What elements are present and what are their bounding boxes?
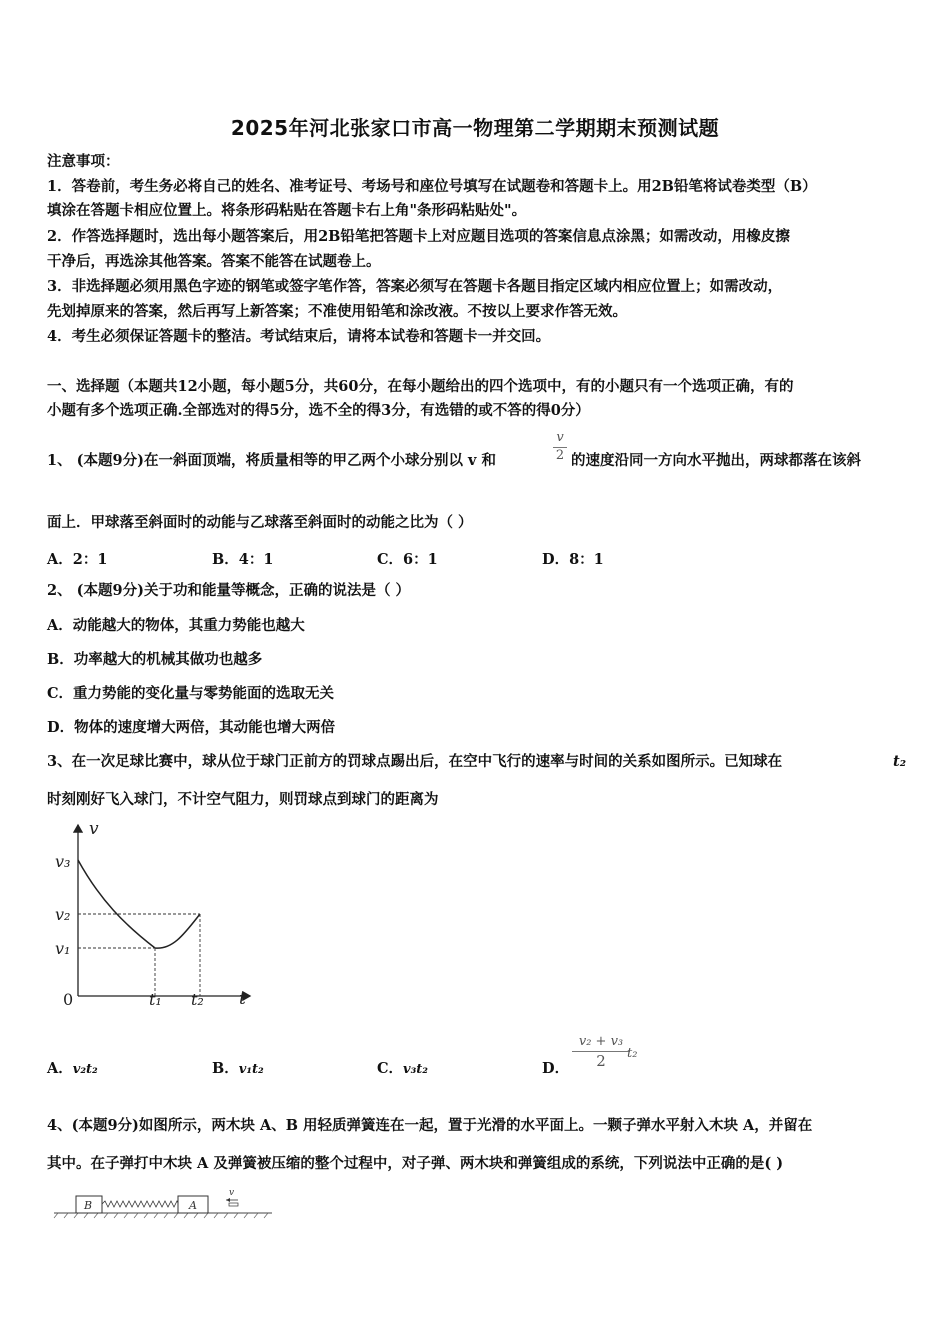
q1-stem-post: 的速度沿同一方向水平抛出，两球都落在该斜: [571, 452, 861, 469]
q1-stem-cont: 面上．甲球落至斜面时的动能与乙球落至斜面时的动能之比为（ ）: [47, 514, 473, 531]
q1-option-d: D．8：1: [542, 551, 604, 568]
q3-option-c-value: v₃t₂: [403, 1062, 428, 1077]
q1-stem: [47, 451, 496, 471]
t2-label: t₂: [191, 990, 204, 1009]
bullet-velocity-label: v: [229, 1188, 235, 1198]
q4-stem-cont: 其中。在子弹打中木块 A 及弹簧被压缩的整个过程中，对子弹、两木块和弹簧组成的系统，下列说法中正确的是( ): [47, 1155, 784, 1172]
axis-t-label: t: [239, 989, 246, 1009]
q1-stem-pre: 1、 (本题9分)在一斜面顶端，将质量相等的甲乙两个小球分别以 v 和: [47, 452, 496, 469]
q3-stem-cont: 时刻刚好飞入球门，不计空气阻力，则罚球点到球门的距离为: [47, 791, 439, 808]
q3-option-a: [47, 1057, 98, 1078]
notice-line: 2．作答选择题时，选出每小题答案后，用2B铅笔把答题卡上对应题目选项的答案信息点涂黑；如需改动，用橡皮擦: [47, 228, 790, 245]
q3-option-d-num: v₂ + v₃: [578, 1034, 624, 1049]
velocity-time-graph: [45, 815, 260, 1015]
q1-option-c: C．6：1: [377, 551, 438, 568]
q3-stem-t2: t₂: [893, 753, 907, 770]
spring: [102, 1201, 188, 1207]
q1-option-a: A．2：1: [47, 551, 108, 568]
block-b-label: B: [84, 1199, 93, 1212]
section-heading-cont: 小题有多个选项正确.全部选对的得5分，选不全的得3分，有选错的或不答的得0分）: [47, 402, 590, 419]
q4-stem: 4、(本题9分)如图所示，两木块 A、B 用轻质弹簧连在一起，置于光滑的水平面上。一颗子弹水平射入木块 A，并留在: [47, 1117, 813, 1134]
q1-frac-den: 2: [553, 447, 567, 463]
v1-label: v₁: [55, 939, 71, 958]
notice-line: 先划掉原来的答案，然后再写上新答案；不准使用铅笔和涂改液。不按以上要求作答无效。: [47, 303, 627, 320]
t1-label: t₁: [149, 990, 162, 1009]
q1-frac-num: v: [556, 430, 564, 445]
v2-label: v₂: [55, 905, 71, 924]
q3-option-d-t2: t₂: [627, 1046, 638, 1061]
q2-option-c: C．重力势能的变化量与零势能面的选取无关: [47, 685, 335, 702]
q2-option-d: D．物体的速度增大两倍，其动能也增大两倍: [47, 719, 336, 736]
q3-option-d-den: 2: [572, 1051, 630, 1070]
q1-option-b: B．4：1: [212, 551, 274, 568]
notice-line: 1．答卷前，考生务必将自己的姓名、准考证号、考场号和座位号填写在试题卷和答题卡上。用2B铅笔将试卷类型（B）: [47, 178, 817, 195]
spring-blocks-figure: [50, 1186, 275, 1220]
q3-option-a-value: v₂t₂: [72, 1062, 98, 1077]
q3-option-b-label: B．: [212, 1060, 239, 1077]
q3-option-b: [212, 1057, 264, 1078]
q2-option-a: A．动能越大的物体，其重力势能也越大: [47, 617, 305, 634]
v3-label: v₃: [55, 852, 71, 871]
section-heading: 一、选择题（本题共12小题，每小题5分，共60分，在每小题给出的四个选项中，有的小题只有一个选项正确，有的: [47, 378, 794, 395]
notice-line: 干净后，再选涂其他答案。答案不能答在试题卷上。: [47, 253, 381, 270]
q3-option-d-fraction: [572, 1034, 630, 1070]
notice-heading: 注意事项：: [47, 153, 120, 170]
q3-option-c-label: C．: [377, 1060, 404, 1077]
speed-curve: [78, 860, 200, 948]
notice-line: 填涂在答题卡相应位置上。将条形码粘贴在答题卡右上角"条形码粘贴处"。: [47, 202, 527, 219]
q3-option-c: [377, 1057, 428, 1078]
q3-option-b-value: v₁t₂: [238, 1062, 264, 1077]
q1-fraction: [553, 430, 567, 463]
block-a-label: A: [189, 1199, 197, 1212]
ground-hatch: [54, 1213, 268, 1218]
q2-option-b: B．功率越大的机械其做功也越多: [47, 651, 263, 668]
q3-stem: 3、在一次足球比赛中，球从位于球门正前方的罚球点踢出后，在空中飞行的速率与时间的关系如图所示。已知球在: [47, 753, 783, 770]
page-title: 2025年河北张家口市高一物理第二学期期末预测试题: [230, 116, 720, 140]
q3-option-d-label: D．: [542, 1060, 570, 1077]
bullet: [229, 1203, 238, 1206]
notice-line: 4．考生必须保证答题卡的整洁。考试结束后，请将本试卷和答题卡一并交回。: [47, 328, 551, 345]
axis-v-label: v: [89, 819, 99, 839]
bullet-arrowhead: [226, 1198, 230, 1202]
notice-line: 3．非选择题必须用黑色字迹的钢笔或签字笔作答，答案必须写在答题卡各题目指定区域内相应位置上；如需改动，: [47, 278, 783, 295]
q2-stem: 2、 (本题9分)关于功和能量等概念，正确的说法是（ ）: [47, 582, 410, 599]
origin-label: 0: [63, 990, 74, 1009]
q3-option-a-label: A．: [47, 1060, 73, 1077]
